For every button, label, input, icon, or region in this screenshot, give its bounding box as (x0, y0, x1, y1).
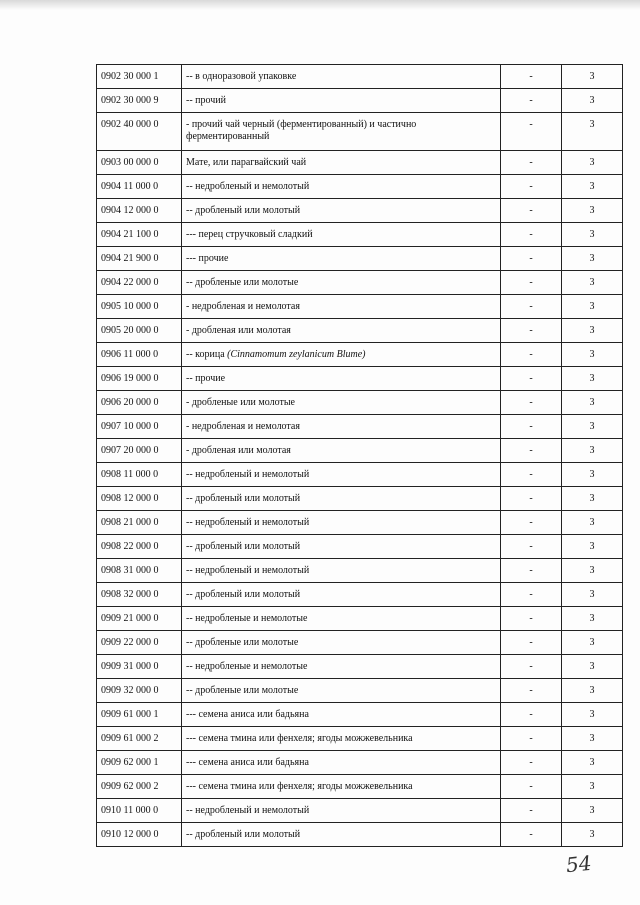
description-text: - дробленая или молотая (186, 325, 291, 336)
description-cell (182, 775, 501, 799)
description-cell (182, 655, 501, 679)
tnved-code-cell: 0908 32 000 0 (97, 583, 182, 607)
description-text: - недробленая и немолотая (186, 301, 300, 312)
description-cell (182, 463, 501, 487)
tnved-code-cell: 0909 62 000 1 (97, 751, 182, 775)
table-row (97, 295, 623, 319)
tnved-code-cell: 0909 61 000 1 (97, 703, 182, 727)
duty-cell: 3 (562, 199, 623, 223)
description-cell (182, 113, 501, 151)
description-text: - недробленая и немолотая (186, 421, 300, 432)
description-cell (182, 319, 501, 343)
duty-cell: 3 (562, 559, 623, 583)
table-row (97, 535, 623, 559)
rate-cell: - (501, 535, 562, 559)
table-row (97, 727, 623, 751)
handwritten-page-number: 54 (564, 850, 593, 878)
description-text: -- прочие (186, 373, 226, 384)
description-cell (182, 223, 501, 247)
description-cell (182, 487, 501, 511)
table-row (97, 607, 623, 631)
description-text: -- в одноразовой упаковке (186, 71, 297, 82)
tnved-code-cell: 0904 21 900 0 (97, 247, 182, 271)
rate-cell: - (501, 175, 562, 199)
rate-cell: - (501, 439, 562, 463)
rate-cell: - (501, 65, 562, 89)
description-text: -- недробленый и немолотый (186, 565, 310, 576)
duty-cell: 3 (562, 727, 623, 751)
table-row (97, 679, 623, 703)
tnved-code-cell: 0909 32 000 0 (97, 679, 182, 703)
description-cell (182, 727, 501, 751)
description-cell (182, 607, 501, 631)
duty-cell: 3 (562, 223, 623, 247)
description-cell (182, 391, 501, 415)
rate-cell: - (501, 89, 562, 113)
tnved-code-cell: 0903 00 000 0 (97, 151, 182, 175)
latin-species-name: (Cinnamomum zeylanicum Blume) (227, 349, 366, 360)
table-row (97, 199, 623, 223)
tnved-code-cell: 0904 12 000 0 (97, 199, 182, 223)
tnved-code-cell: 0904 11 000 0 (97, 175, 182, 199)
description-text: --- прочие (186, 253, 229, 264)
description-text: -- недробленый и немолотый (186, 517, 310, 528)
tnved-code-cell: 0905 10 000 0 (97, 295, 182, 319)
duty-cell: 3 (562, 415, 623, 439)
description-cell (182, 295, 501, 319)
table-row (97, 751, 623, 775)
rate-cell: - (501, 799, 562, 823)
description-cell (182, 89, 501, 113)
description-cell (182, 631, 501, 655)
duty-cell: 3 (562, 247, 623, 271)
tnved-code-cell: 0904 21 100 0 (97, 223, 182, 247)
description-cell (182, 415, 501, 439)
table-row (97, 113, 623, 151)
rate-cell: - (501, 487, 562, 511)
table-row (97, 151, 623, 175)
rate-cell: - (501, 655, 562, 679)
description-cell (182, 151, 501, 175)
duty-cell: 3 (562, 343, 623, 367)
tnved-code-cell: 0909 61 000 2 (97, 727, 182, 751)
table-row (97, 463, 623, 487)
rate-cell: - (501, 463, 562, 487)
duty-cell: 3 (562, 65, 623, 89)
description-text: -- дробленый или молотый (186, 589, 301, 600)
description-cell (182, 247, 501, 271)
table-row (97, 439, 623, 463)
rate-cell: - (501, 751, 562, 775)
duty-cell: 3 (562, 607, 623, 631)
description-text: -- дробленые или молотые (186, 685, 299, 696)
duty-cell: 3 (562, 319, 623, 343)
description-text: -- недробленые и немолотые (186, 613, 308, 624)
description-cell (182, 559, 501, 583)
description-text: --- семена тмина или фенхеля; ягоды можжевельника (186, 733, 413, 744)
table-row (97, 175, 623, 199)
description-text: -- дробленый или молотый (186, 493, 301, 504)
tnved-code-cell: 0908 12 000 0 (97, 487, 182, 511)
table-row (97, 487, 623, 511)
description-text: - дробленые или молотые (186, 397, 295, 408)
tnved-code-cell: 0902 30 000 9 (97, 89, 182, 113)
rate-cell: - (501, 223, 562, 247)
rate-cell: - (501, 391, 562, 415)
rate-cell: - (501, 415, 562, 439)
rate-cell: - (501, 775, 562, 799)
tnved-code-cell: 0904 22 000 0 (97, 271, 182, 295)
duty-cell: 3 (562, 775, 623, 799)
duty-cell: 3 (562, 799, 623, 823)
table-row (97, 247, 623, 271)
description-cell (182, 823, 501, 847)
table-row (97, 391, 623, 415)
description-text: -- недробленый и немолотый (186, 805, 310, 816)
duty-cell: 3 (562, 151, 623, 175)
table-row (97, 89, 623, 113)
tnved-code-cell: 0905 20 000 0 (97, 319, 182, 343)
rate-cell: - (501, 703, 562, 727)
table-row (97, 583, 623, 607)
rate-cell: - (501, 727, 562, 751)
rate-cell: - (501, 511, 562, 535)
duty-cell: 3 (562, 511, 623, 535)
tnved-code-cell: 0909 21 000 0 (97, 607, 182, 631)
tnved-code-cell: 0909 22 000 0 (97, 631, 182, 655)
duty-cell: 3 (562, 175, 623, 199)
tnved-code-cell: 0909 31 000 0 (97, 655, 182, 679)
description-text: -- корица (186, 349, 225, 360)
description-text: - прочий чай черный (ферментированный) и частично ферментированный (186, 119, 417, 142)
rate-cell: - (501, 607, 562, 631)
tnved-code-cell: 0910 11 000 0 (97, 799, 182, 823)
tnved-code-cell: 0906 11 000 0 (97, 343, 182, 367)
tnved-code-cell: 0908 31 000 0 (97, 559, 182, 583)
rate-cell: - (501, 583, 562, 607)
table-row (97, 223, 623, 247)
description-cell (182, 751, 501, 775)
table-row (97, 775, 623, 799)
duty-cell: 3 (562, 89, 623, 113)
tnved-code-cell: 0908 22 000 0 (97, 535, 182, 559)
duty-cell: 3 (562, 655, 623, 679)
description-text: - дробленая или молотая (186, 445, 291, 456)
tnved-code-cell: 0908 11 000 0 (97, 463, 182, 487)
description-text: --- семена аниса или бадьяна (186, 709, 309, 720)
table-row (97, 319, 623, 343)
duty-cell: 3 (562, 113, 623, 151)
description-cell (182, 703, 501, 727)
description-text: -- недробленый и немолотый (186, 469, 310, 480)
description-cell (182, 271, 501, 295)
description-text: -- дробленые или молотые (186, 277, 299, 288)
duty-cell: 3 (562, 751, 623, 775)
description-text: Мате, или парагвайский чай (186, 157, 307, 168)
tariff-table (96, 64, 623, 847)
table-row (97, 415, 623, 439)
description-text: -- дробленые или молотые (186, 637, 299, 648)
tnved-code-cell: 0910 12 000 0 (97, 823, 182, 847)
rate-cell: - (501, 295, 562, 319)
table-row (97, 511, 623, 535)
description-text: -- дробленый или молотый (186, 205, 301, 216)
description-cell (182, 439, 501, 463)
description-text: -- недробленый и немолотый (186, 181, 310, 192)
rate-cell: - (501, 113, 562, 151)
tariff-table-body (97, 65, 623, 847)
tnved-code-cell: 0906 20 000 0 (97, 391, 182, 415)
duty-cell: 3 (562, 367, 623, 391)
duty-cell: 3 (562, 703, 623, 727)
table-row (97, 343, 623, 367)
duty-cell: 3 (562, 535, 623, 559)
table-row (97, 823, 623, 847)
table-row (97, 631, 623, 655)
table-row (97, 655, 623, 679)
rate-cell: - (501, 367, 562, 391)
duty-cell: 3 (562, 631, 623, 655)
rate-cell: - (501, 247, 562, 271)
rate-cell: - (501, 823, 562, 847)
rate-cell: - (501, 199, 562, 223)
description-text: -- дробленый или молотый (186, 541, 301, 552)
description-cell (182, 367, 501, 391)
description-cell (182, 679, 501, 703)
description-cell (182, 199, 501, 223)
duty-cell: 3 (562, 271, 623, 295)
description-cell (182, 343, 501, 367)
tnved-code-cell: 0907 10 000 0 (97, 415, 182, 439)
tnved-code-cell: 0909 62 000 2 (97, 775, 182, 799)
rate-cell: - (501, 559, 562, 583)
description-cell (182, 175, 501, 199)
duty-cell: 3 (562, 295, 623, 319)
description-cell (182, 511, 501, 535)
duty-cell: 3 (562, 463, 623, 487)
duty-cell: 3 (562, 439, 623, 463)
rate-cell: - (501, 271, 562, 295)
rate-cell: - (501, 319, 562, 343)
rate-cell: - (501, 151, 562, 175)
description-text: -- недробленые и немолотые (186, 661, 308, 672)
rate-cell: - (501, 631, 562, 655)
table-row (97, 799, 623, 823)
description-cell (182, 799, 501, 823)
tnved-code-cell: 0902 40 000 0 (97, 113, 182, 151)
scan-edge-shadow (0, 0, 640, 10)
description-cell (182, 535, 501, 559)
duty-cell: 3 (562, 679, 623, 703)
rate-cell: - (501, 343, 562, 367)
description-cell (182, 583, 501, 607)
table-row (97, 65, 623, 89)
duty-cell: 3 (562, 391, 623, 415)
description-cell (182, 65, 501, 89)
description-text: --- перец стручковый сладкий (186, 229, 313, 240)
description-text: --- семена аниса или бадьяна (186, 757, 309, 768)
description-text: -- дробленый или молотый (186, 829, 301, 840)
tnved-code-cell: 0908 21 000 0 (97, 511, 182, 535)
duty-cell: 3 (562, 583, 623, 607)
description-text: -- прочий (186, 95, 226, 106)
rate-cell: - (501, 679, 562, 703)
table-row (97, 559, 623, 583)
table-row (97, 703, 623, 727)
duty-cell: 3 (562, 487, 623, 511)
table-row (97, 367, 623, 391)
duty-cell: 3 (562, 823, 623, 847)
tnved-code-cell: 0902 30 000 1 (97, 65, 182, 89)
tnved-code-cell: 0906 19 000 0 (97, 367, 182, 391)
tnved-code-cell: 0907 20 000 0 (97, 439, 182, 463)
table-row (97, 271, 623, 295)
description-text: --- семена тмина или фенхеля; ягоды можжевельника (186, 781, 413, 792)
